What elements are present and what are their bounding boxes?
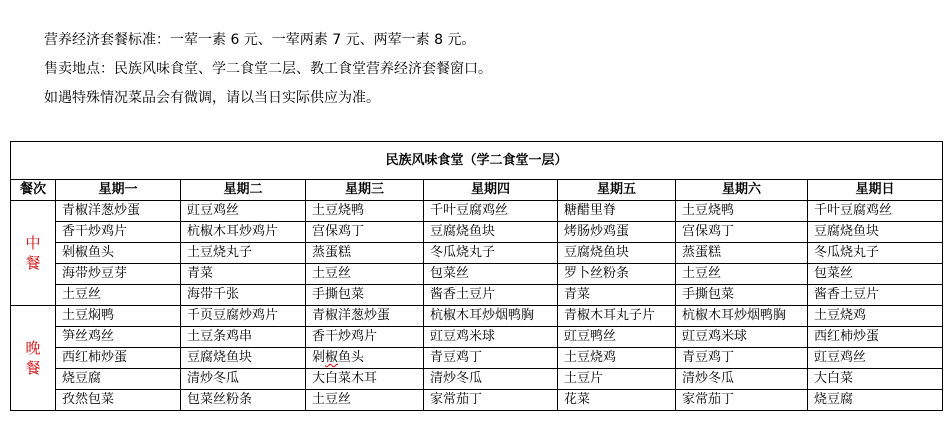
- dish-cell: 土豆条鸡串: [181, 327, 306, 348]
- meal-label-char: 晚: [25, 339, 41, 357]
- dish-cell: 土豆焖鸭: [56, 306, 181, 327]
- dish-cell: 土豆烧鸡: [558, 348, 676, 369]
- dish-cell: 家常茄丁: [424, 390, 558, 411]
- meal-label-char: 中: [25, 234, 41, 252]
- dish-cell: 清炒冬瓜: [676, 369, 808, 390]
- day-header: 星期二: [181, 180, 306, 201]
- table-row: [11, 243, 943, 264]
- dish-cell: 土豆烧鸭: [306, 201, 424, 222]
- table-row: [11, 306, 943, 327]
- dish-cell: 清炒冬瓜: [424, 369, 558, 390]
- dish-cell: 豇豆鸭丝: [558, 327, 676, 348]
- dish-cell: 家常茄丁: [676, 390, 808, 411]
- dish-cell: 宫保鸡丁: [306, 222, 424, 243]
- meal-label-dinner: [11, 306, 56, 411]
- dish-cell: 土豆丝: [56, 285, 181, 306]
- dish-cell: 酱香土豆片: [808, 285, 943, 306]
- dish-cell: 剁椒鱼头: [306, 348, 424, 369]
- dish-cell: 剁椒鱼头: [56, 243, 181, 264]
- dish-cell: 烧豆腐: [808, 390, 943, 411]
- dish-cell: 青椒洋葱炒蛋: [306, 306, 424, 327]
- dish-cell: 冬瓜烧丸子: [808, 243, 943, 264]
- dish-cell: 杭椒木耳炒鸡片: [181, 222, 306, 243]
- dish-cell: 大白菜: [808, 369, 943, 390]
- dish-cell: 杭椒木耳炒烟鸭胸: [676, 306, 808, 327]
- table-row: [11, 327, 943, 348]
- dish-cell: 冬瓜烧丸子: [424, 243, 558, 264]
- table-row: [11, 222, 943, 243]
- day-header: 星期四: [424, 180, 558, 201]
- price-standard-line: 营养经济套餐标准：一荤一素 6 元、一荤两素 7 元、两荤一素 8 元。: [44, 32, 476, 48]
- dish-cell: 包菜丝: [424, 264, 558, 285]
- dish-cell: 香干炒鸡片: [56, 222, 181, 243]
- table-row: [11, 201, 943, 222]
- day-header: 星期一: [56, 180, 181, 201]
- meal-label-lunch: [11, 201, 56, 306]
- dish-cell: 手撕包菜: [676, 285, 808, 306]
- dish-cell: 糖醋里脊: [558, 201, 676, 222]
- dish-cell: 海带炒豆芽: [56, 264, 181, 285]
- dish-cell: 宫保鸡丁: [676, 222, 808, 243]
- dish-cell: 豆腐烧鱼块: [558, 243, 676, 264]
- dish-cell: 蒸蛋糕: [676, 243, 808, 264]
- dish-cell: 花菜: [558, 390, 676, 411]
- dish-cell: 土豆丝: [306, 264, 424, 285]
- dish-cell: 豇豆鸡米球: [676, 327, 808, 348]
- table-row: [11, 369, 943, 390]
- dish-cell: 土豆烧鸡: [808, 306, 943, 327]
- dish-cell: 西红柿炒蛋: [808, 327, 943, 348]
- dish-cell: 千叶豆腐鸡丝: [424, 201, 558, 222]
- dish-cell: 青菜: [181, 264, 306, 285]
- corner-label: 餐次: [11, 180, 56, 201]
- table-row: [11, 285, 943, 306]
- dish-cell: 青椒木耳丸子片: [558, 306, 676, 327]
- dish-cell: 豆腐烧鱼块: [424, 222, 558, 243]
- dish-cell: 千叶豆腐鸡丝: [808, 201, 943, 222]
- meal-label-char: 餐: [25, 359, 41, 377]
- dish-cell: 笋丝鸡丝: [56, 327, 181, 348]
- dish-cell: 土豆片: [558, 369, 676, 390]
- dish-cell: 大白菜木耳: [306, 369, 424, 390]
- dish-cell: 香干炒鸡片: [306, 327, 424, 348]
- table-row: [11, 348, 943, 369]
- dish-cell: 千页豆腐炒鸡片: [181, 306, 306, 327]
- dish-cell: 豆腐烧鱼块: [181, 348, 306, 369]
- dish-cell: 酱香土豆片: [424, 285, 558, 306]
- meal-label-char: 餐: [25, 254, 41, 272]
- intro-text: [44, 26, 492, 113]
- dish-cell: 豇豆鸡丝: [181, 201, 306, 222]
- dish-cell: 烤肠炒鸡蛋: [558, 222, 676, 243]
- dish-cell: 青豆鸡丁: [424, 348, 558, 369]
- table-title: 民族风味食堂（学二食堂一层）: [11, 142, 943, 180]
- menu-table: [10, 141, 943, 411]
- dish-cell: 豆腐烧鱼块: [808, 222, 943, 243]
- sales-location-line: 售卖地点：民族风味食堂、学二食堂二层、教工食堂营养经济套餐窗口。: [44, 61, 492, 77]
- dish-cell: 土豆烧鸭: [676, 201, 808, 222]
- dish-cell: 西红柿炒蛋: [56, 348, 181, 369]
- day-header: 星期三: [306, 180, 424, 201]
- dish-cell: 豇豆鸡丝: [808, 348, 943, 369]
- dish-cell: 杭椒木耳炒烟鸭胸: [424, 306, 558, 327]
- dish-cell: 清炒冬瓜: [181, 369, 306, 390]
- dish-cell: 豇豆鸡米球: [424, 327, 558, 348]
- dish-cell: 罗卜丝粉条: [558, 264, 676, 285]
- dish-cell: 烧豆腐: [56, 369, 181, 390]
- dish-cell: 土豆丝: [676, 264, 808, 285]
- adjustment-notice-line: 如遇特殊情况菜品会有微调，请以当日实际供应为准。: [44, 90, 380, 106]
- dish-cell: 包菜丝粉条: [181, 390, 306, 411]
- dish-cell: 包菜丝: [808, 264, 943, 285]
- header-row: [11, 180, 943, 201]
- day-header: 星期五: [558, 180, 676, 201]
- dish-cell: 土豆烧丸子: [181, 243, 306, 264]
- dish-cell: 青豆鸡丁: [676, 348, 808, 369]
- dish-cell: 土豆丝: [306, 390, 424, 411]
- dish-cell: 青椒洋葱炒蛋: [56, 201, 181, 222]
- table-row: [11, 264, 943, 285]
- dish-cell: 孜然包菜: [56, 390, 181, 411]
- dish-cell: 手撕包菜: [306, 285, 424, 306]
- day-header: 星期日: [808, 180, 943, 201]
- dish-cell: 海带千张: [181, 285, 306, 306]
- dish-cell: 青菜: [558, 285, 676, 306]
- dish-cell: 蒸蛋糕: [306, 243, 424, 264]
- day-header: 星期六: [676, 180, 808, 201]
- spellcheck-mark: 椒: [325, 350, 339, 365]
- table-row: [11, 390, 943, 411]
